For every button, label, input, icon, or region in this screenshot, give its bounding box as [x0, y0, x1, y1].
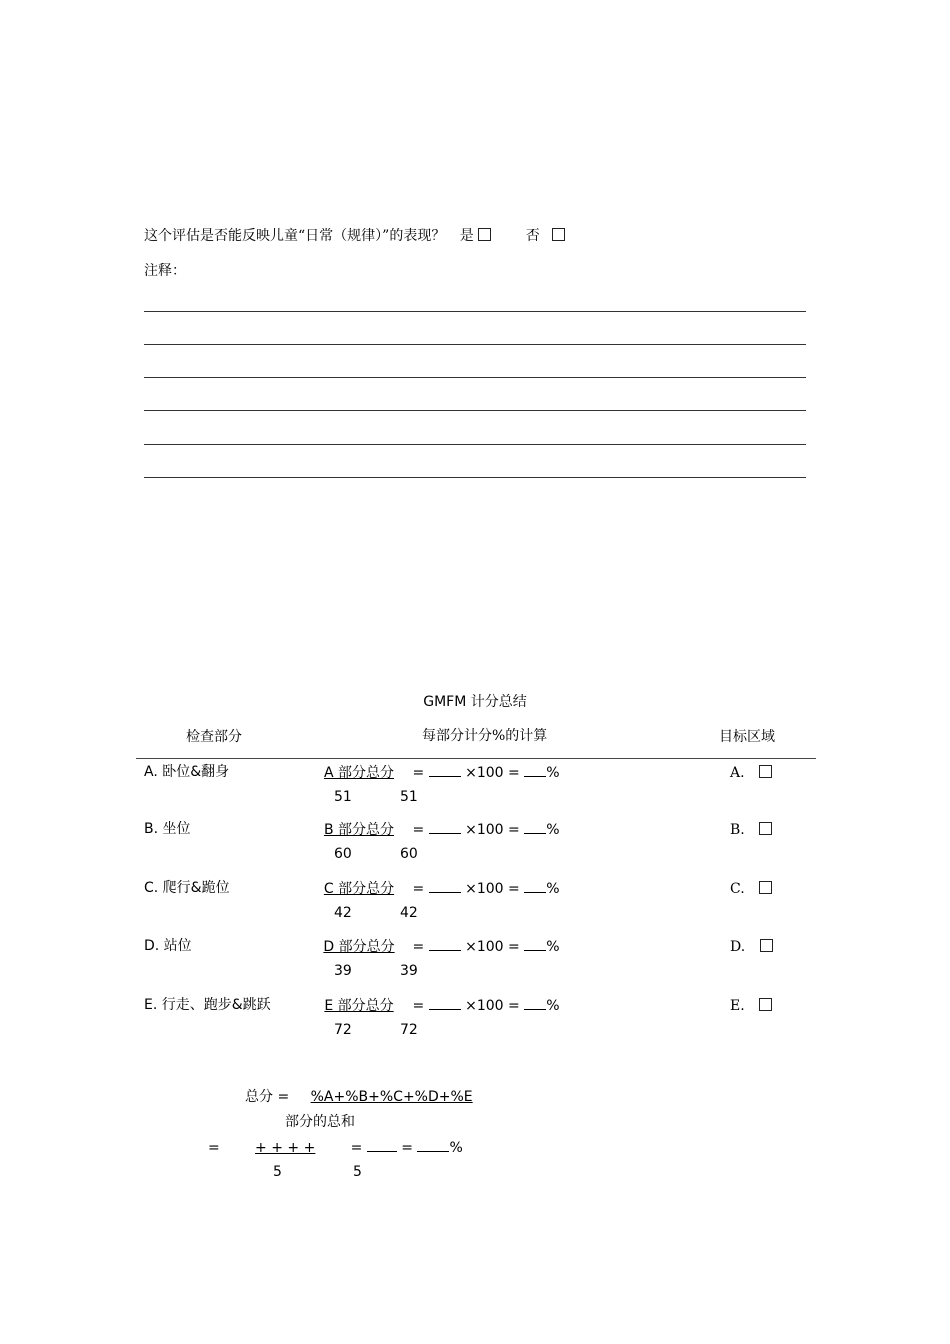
header-calc: 每部分计分%的计算: [422, 728, 548, 744]
target-item: B.: [730, 821, 772, 839]
target-checkbox[interactable]: [759, 822, 772, 835]
section-label: B. 坐位: [144, 821, 191, 837]
target-checkbox[interactable]: [760, 939, 773, 952]
total-numerator: %A+%B+%C+%D+%E: [310, 1089, 473, 1105]
notes-label: 注释：: [144, 263, 186, 279]
target-item: C.: [730, 880, 772, 898]
header-section: 检查部分: [186, 729, 242, 745]
target-checkbox[interactable]: [759, 765, 772, 778]
total-divisor: 5: [273, 1164, 282, 1180]
percent-blank[interactable]: [524, 996, 546, 1010]
header-target: 目标区域: [719, 729, 775, 745]
denominator: 42: [334, 905, 352, 921]
no-label: 否: [525, 228, 540, 244]
score-blank[interactable]: [429, 879, 461, 893]
total-denominator: 部分的总和: [285, 1114, 355, 1130]
denominator: 42: [400, 905, 418, 921]
denominator: 39: [334, 963, 352, 979]
denominator: 60: [334, 846, 352, 862]
note-line[interactable]: [144, 410, 806, 411]
note-line[interactable]: [144, 444, 806, 445]
percent-blank[interactable]: [524, 879, 546, 893]
denominator: 60: [400, 846, 418, 862]
calc-formula: E 部分总分 = ×100 = %: [310, 996, 560, 1015]
numerator: D 部分总分: [323, 939, 395, 955]
sum-blanks[interactable]: + + + +: [255, 1140, 316, 1156]
calc-formula: D 部分总分 = ×100 = %: [310, 937, 560, 956]
calc-formula: C 部分总分 = ×100 = %: [310, 879, 560, 898]
score-blank[interactable]: [429, 937, 461, 951]
total-calc: = + + + + = = %: [208, 1140, 463, 1156]
denominator: 39: [400, 963, 418, 979]
target-item: D.: [730, 938, 773, 956]
numerator: A 部分总分: [323, 765, 395, 781]
denominator: 72: [334, 1022, 352, 1038]
target-checkbox[interactable]: [759, 998, 772, 1011]
denominator: 72: [400, 1022, 418, 1038]
question-text: 这个评估是否能反映儿童“日常（规律）”的表现？: [144, 228, 446, 244]
total-score-blank[interactable]: [367, 1138, 397, 1152]
denominator: 51: [334, 789, 352, 805]
section-label: D. 站位: [144, 938, 192, 954]
total-label: 总分 =: [245, 1089, 290, 1105]
yes-checkbox[interactable]: [478, 228, 491, 241]
section-label: C. 爬行&跪位: [144, 880, 230, 896]
yes-label: 是: [459, 228, 474, 244]
total-formula: [245, 1088, 490, 1106]
score-blank[interactable]: [429, 996, 461, 1010]
numerator: E 部分总分: [324, 998, 394, 1014]
calc-formula: A 部分总分 = ×100 = %: [310, 763, 560, 782]
score-blank[interactable]: [429, 820, 461, 834]
numerator: C 部分总分: [323, 881, 395, 897]
question-line: [144, 227, 565, 245]
score-blank[interactable]: [429, 763, 461, 777]
section-label: A. 卧位&翻身: [144, 764, 230, 780]
percent-blank[interactable]: [524, 937, 546, 951]
target-item: E.: [730, 997, 772, 1015]
note-line[interactable]: [144, 344, 806, 345]
total-percent-blank[interactable]: [417, 1138, 449, 1152]
numerator: B 部分总分: [323, 822, 395, 838]
percent-blank[interactable]: [524, 763, 546, 777]
section-label: E. 行走、跑步&跳跃: [144, 997, 271, 1013]
total-divisor: 5: [353, 1164, 362, 1180]
header-divider: [136, 758, 816, 759]
note-line[interactable]: [144, 311, 806, 312]
summary-title: GMFM 计分总结: [423, 694, 527, 710]
calc-formula: B 部分总分 = ×100 = %: [310, 820, 560, 839]
target-item: A.: [730, 764, 772, 782]
denominator: 51: [400, 789, 418, 805]
percent-blank[interactable]: [524, 820, 546, 834]
note-line[interactable]: [144, 377, 806, 378]
target-checkbox[interactable]: [759, 881, 772, 894]
no-checkbox[interactable]: [552, 228, 565, 241]
note-line[interactable]: [144, 477, 806, 478]
